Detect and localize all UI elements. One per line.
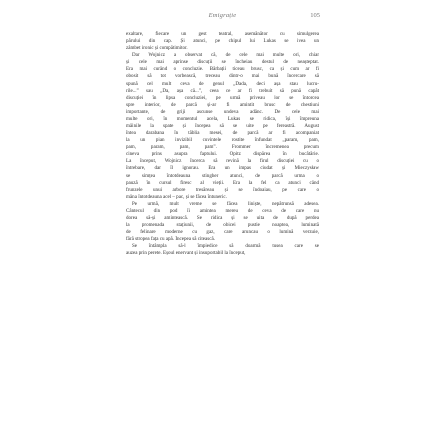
text-line: auzea prin perete. Eșoul enervant și insuportabil la început, [126, 250, 246, 257]
text-line: obosit să tot vorbească, treceau dintr-o mai bună încercare să [126, 73, 319, 80]
text-line: multe ori, în momentul acela, Lukas se ridica, își împreuna [126, 115, 319, 122]
text-line: exaltare, fiecare un gest teatral, asemănător cu simulgerea [126, 31, 319, 37]
text-line: Dar Wojnicz a observat că, de cele mai multe ori, chiar [132, 52, 319, 59]
text-line: întrebare, dar îl ignorau. Era un impas ciudat și Mieczysław [126, 165, 319, 172]
text-line: discuției în lipsa concluziei, pe urmă priveau lor se întorcea [126, 94, 319, 101]
text-line: frunzele unui arbore tresăreau și se îndoaiau, pe care o [126, 186, 319, 193]
text-line: Era mai curând o concluzie. Bărbații ticeau brusc, ca și cum ar fi [126, 66, 319, 73]
text-line: pam, param, pam, pam”. Frommer încremenea precum [126, 144, 319, 151]
text-line: mâinile la spate și începea să se uite pe fereastră. August [126, 123, 319, 130]
running-head: Emigrație [208, 12, 237, 19]
text-line: fără stropea fața cu apă. Începea să citească. [126, 236, 215, 243]
text-line: Pe urmă, mult vreme se făcea liniște, nepătrunsă adesea. [132, 200, 319, 207]
text-line: spre interior, de parcă și-ar fi amintit brusc de chestiuni [126, 101, 319, 108]
text-line: cineva prins asupra faptului. Opitz dispărea în bucătărie. [126, 151, 319, 158]
text-line: întea darabana în tăblia mesei, de parcă ar fi acompaniat [126, 130, 319, 137]
text-line: de felinare moderne cu gaz, care aruncau o lumină verzuie, [126, 229, 319, 236]
text-line: la promenada stațiunii, de obicei pustie noaptea, luminată [126, 222, 319, 229]
text-line: la un pian invizibil cuvintele rostite înfundat „param, pam, [126, 137, 319, 144]
text-line: spună cel mult ceva de genul „Dada, deci așa stau lucru- [126, 80, 319, 87]
text-line: și cele mai aprinse discuții se încheiau destul de neașteptat. [126, 59, 319, 66]
text-line: părului din cap. Și atunci, pe chipul lui Lukas se ivea un [126, 38, 319, 45]
page-number: 105 [310, 12, 320, 19]
text-line: dorea să-și amintească. Se ridica și se uita de după perdea [126, 215, 319, 222]
text-line: mâna întotdeauna acel – pac, și se făcea întuneric. [126, 193, 227, 200]
text-line: rile...” sau „Da, așa că...”, ceea ce ar fi trebuit să pună capăt [126, 87, 319, 94]
text-line: importante, de griji ascunse undeva adânc. De cele mai [126, 108, 319, 115]
body-text [126, 31, 319, 258]
text-line: Se întâmpla să-l împiedice să doarmă tusea care se [132, 243, 319, 250]
text-line: zâmbet ironic și compătimitor. [126, 45, 188, 52]
text-line: La început, Wojnicz încerca să revină la firul discuției cu o [126, 158, 319, 165]
text-line: se simțea întotdeauna stingher atunci, de parcă urma o [126, 172, 319, 179]
text-line: pauză în cursul firesc al vieții. Era la fel ca atunci când [126, 179, 319, 186]
text-line: Cântecul din pod îi amintea mereu de ceva de care nu [126, 207, 319, 214]
